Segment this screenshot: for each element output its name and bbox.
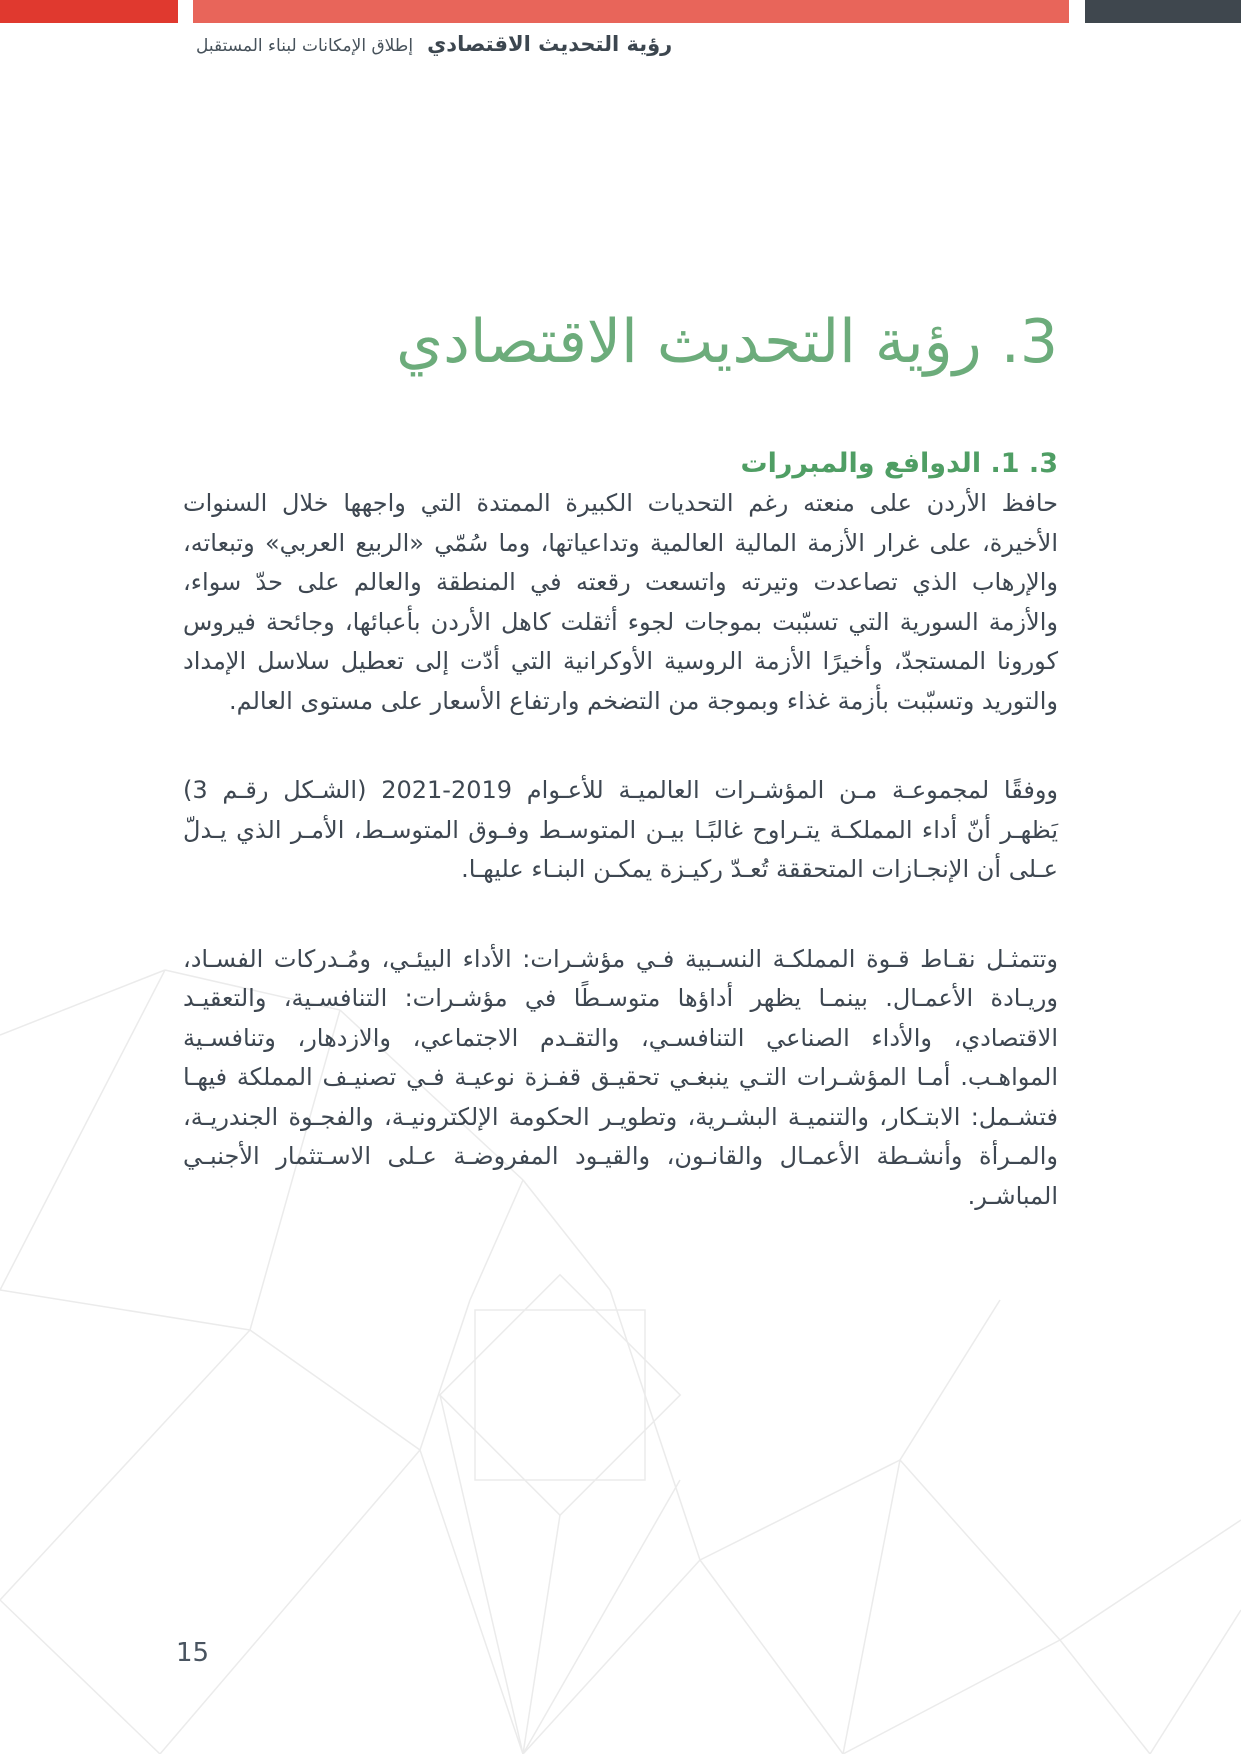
paragraph: ووفقًا لمجموعـة مـن المؤشـرات العالميـة للأعـوام 2019-2021 (الشـكل رقـم 3) يَظهـر أنّ أداء المملكـة يتـراوح غالبًـا بيـن المتوسـط وفـوق المتوسـط، الأمـر الذي يـدلّ عـلى أن الإنجـازات المتحققة تُعـدّ ركيـزة يمكـن البنـاء عليهـا.: [183, 776, 1058, 883]
top-bar-dark: [1085, 0, 1241, 23]
chapter-title: 3. رؤية التحديث الاقتصادي: [396, 307, 1058, 378]
top-bar-coral: [193, 0, 1069, 23]
document-brand: رؤية التحديث الاقتصادي: [427, 32, 673, 56]
document-tagline: إطلاق الإمكانات لبناء المستقبل: [196, 36, 414, 56]
top-bar-red: [0, 0, 178, 23]
section-heading: 3. 1. الدوافع والمبررات: [740, 448, 1058, 480]
body-text: [183, 484, 1058, 1266]
paragraph: حافظ الأردن على منعته رغم التحديات الكبيرة الممتدة التي واجهها خلال السنوات الأخيرة، على غرار الأزمة المالية العالمية وتداعياتها، وما سُمّي «الربيع العربي» وتبعاته، والإرهاب الذي تصاعدت وتيرته واتسعت رقعته في المنطقة والعالم على حدّ سواء، والأزمة السورية التي تسبّبت بموجات لجوء أثقلت كاهل الأردن بأعبائها، وجائحة فيروس كورونا المستجدّ، وأخيرًا الأزمة الروسية الأوكرانية التي أدّت إلى تعطيل سلاسل الإمداد والتوريد وتسبّبت بأزمة غذاء وبموجة من التضخم وارتفاع الأسعار على مستوى العالم.: [183, 489, 1058, 715]
paragraph: وتتمثـل نقـاط قـوة المملكـة النسـبية فـي مؤشـرات: الأداء البيئـي، ومُـدركات الفسـاد، وريـادة الأعمـال. بينمـا يظهر أداؤها متوسـطًا في مؤشـرات: التنافسـية، والتعقيـد الاقتصادي، والأداء الصناعي التنافسـي، والتقـدم الاجتماعي، والازدهار، وتنافسـية المواهـب. أمـا المؤشـرات التـي ينبغـي تحقيـق قفـزة نوعيـة فـي تصنيـف المملكة فيهـا فتشـمل: الابتـكار، والتنميـة البشـرية، وتطويـر الحكومة الإلكترونيـة، والفجـوة الجندريـة، والمـرأة وأنشـطة الأعمـال والقانـون، والقيـود المفروضـة عـلى الاسـتثمار الأجنبـي المباشـر.: [183, 944, 1058, 1210]
page-number: 15: [176, 1638, 210, 1668]
running-header: [196, 32, 672, 56]
